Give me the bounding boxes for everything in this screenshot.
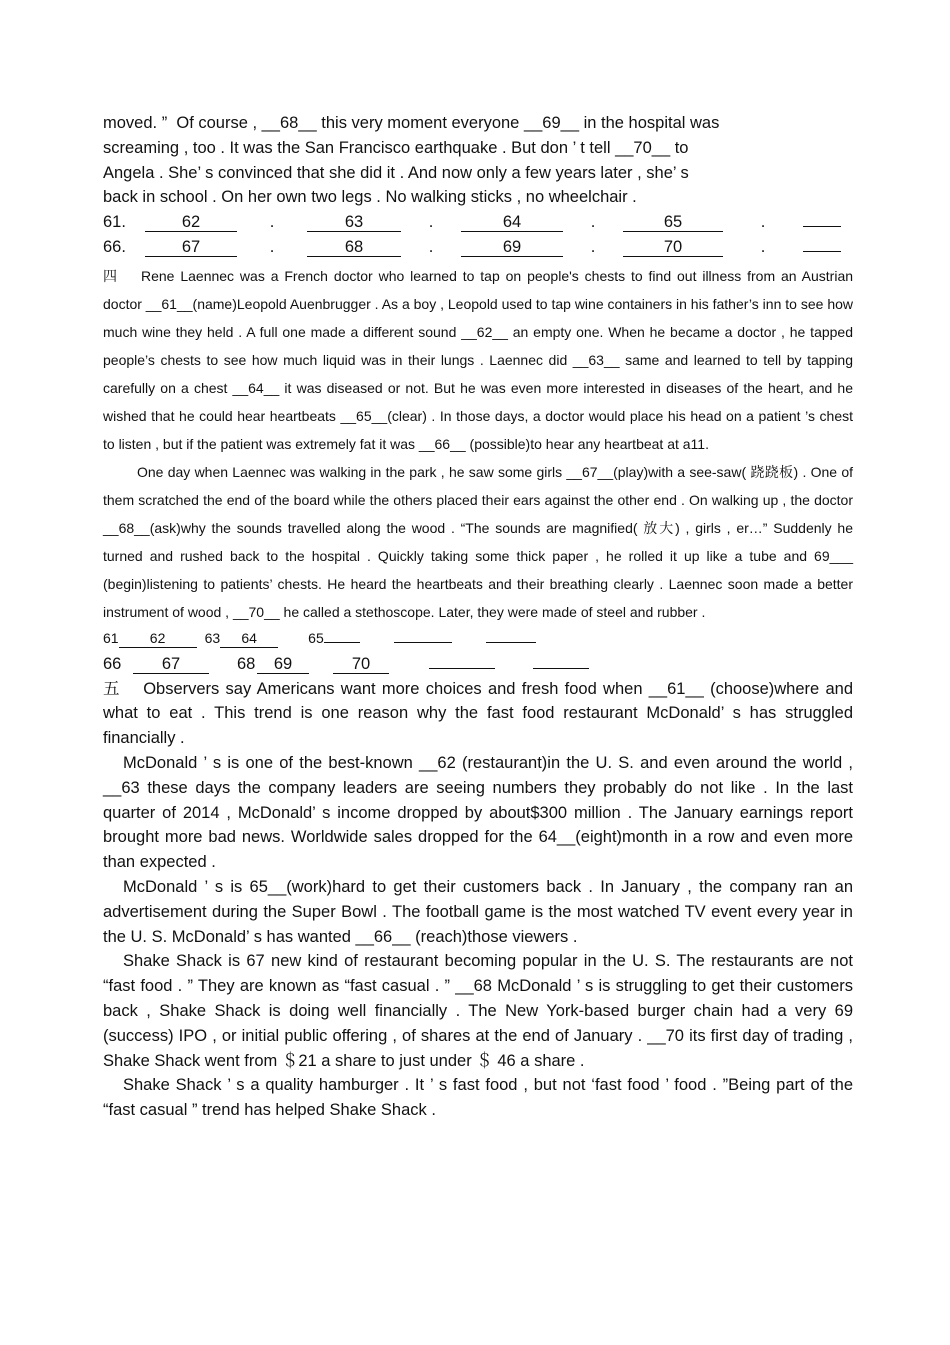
- answer-blank: 68: [307, 238, 401, 257]
- answer-blank: 67: [145, 238, 237, 257]
- section3-text: [103, 111, 853, 260]
- text-line: Angela . She’ s convinced that she did it . And now only a few years later , she’ s: [103, 163, 689, 182]
- section5-paragraph-2: McDonald ’ s is one of the best-known __62 (restaurant)in the U. S. and even around the world , __63 these days the company leaders are seeing numbers they probably do not like . In the last quarter of 2014 , McDonald’ s income dropped by about$300 million . The January earnings report brought more bad news. Worldwide sales dropped for the 64__(eight)month in a row and even more than expected .: [103, 753, 853, 872]
- answer-blank: 67: [133, 655, 209, 674]
- answer-blank: 69: [257, 655, 309, 674]
- answer-blank: [394, 642, 452, 643]
- answer-blank: [803, 251, 841, 252]
- section-number: 四: [103, 267, 119, 284]
- answer-blank: 70: [623, 238, 723, 257]
- section-number: 五: [103, 679, 122, 698]
- section4-answer-row-1: 61 62 63 64 65: [103, 624, 853, 652]
- section5-paragraph-4: Shake Shack is 67 new kind of restaurant becoming popular in the U. S. The restaurants are not “fast food . ” They are known as “fast casual . ” __68 McDonald ’ s is struggling to get their customers back , Shake Shack is doing well financially . The New York-based burger chain had a very 69 (success) IPO , or initial public offering , of shares at the end of January . __70 its first day of trading , Shake Shack went from ＄21 a share to just under ＄ 46 a share .: [103, 952, 853, 1070]
- answer-blank: 64: [220, 629, 278, 648]
- section4-paragraph-2: One day when Laennec was walking in the park , he saw some girls __67__(play)with a see-saw( 跷跷板) . One of them scratched the end of the board while the others placed their ears against the other end . On walking up , the doctor __68__(ask)why the sounds travelled along the wood . “The sounds are magnified( 放大) , girls , er…” Suddenly he turned and rushed back to the hospital . Quickly taking some thick paper , he rolled it up like a tube and 69___ (begin)listening to patients’ chests. He heard the heartbeats and their breathing clearly . Laennec soon made a better instrument of wood , __70__ he called a stethoscope. Later, they were made of steel and rubber .: [103, 463, 853, 620]
- section4-answer-row-2: 66 67 68 69 70: [103, 652, 853, 677]
- section5-paragraph-3: McDonald ’ s is 65__(work)hard to get their customers back . In January , the company ran an advertisement during the Super Bowl . The football game is the most watched TV event every year in the U. S. McDonald’ s has wanted __66__ (reach)those viewers .: [103, 877, 853, 946]
- answer-blank: [429, 668, 495, 669]
- section4: [103, 262, 853, 652]
- text-line: moved. ” Of course , __68__ this very moment everyone __69__ in the hospital was: [103, 114, 720, 132]
- text-line: back in school . On her own two legs . No walking sticks , no wheelchair .: [103, 188, 637, 207]
- answer-blank: [533, 668, 589, 669]
- section5-paragraph-5: Shake Shack ’ s a quality hamburger . It ’ s fast food , but not ‘fast food ’ food . ”Being part of the “fast casual ” trend has helped Shake Shack .: [103, 1076, 853, 1120]
- section5-paragraph-1: 五 Observers say Americans want more choices and fresh food when __61__ (choose)where and what to eat . This trend is one reason why the fast food restaurant McDonald’ s has struggled financially .: [103, 679, 853, 748]
- answer-blank: 65: [623, 213, 723, 232]
- answer-blank: 69: [461, 238, 563, 257]
- answer-blank: 62: [145, 213, 237, 232]
- answer-row-2: 66. 67 . 68 . 69 . 70 .: [103, 235, 853, 260]
- answer-blank: 62: [119, 629, 197, 648]
- answer-blank: 70: [333, 655, 389, 674]
- answer-blank: [324, 642, 360, 643]
- answer-blank: 63: [307, 213, 401, 232]
- answer-row-1: 61. 62 . 63 . 64 . 65 .: [103, 210, 853, 235]
- answer-blank: 64: [461, 213, 563, 232]
- answer-blank: [803, 226, 841, 227]
- text-line: screaming , too . It was the San Francisco earthquake . But don ’ t tell __70__ to: [103, 138, 689, 157]
- section4-paragraph-1: 四 Rene Laennec was a French doctor who learned to tap on people's chests to find out illness from an Austrian doctor __61__(name)Leopold Auenbrugger . As a boy , Leopold used to tap wine containers in his father’s inn to see how much wine they held . A full one made a different sound __62__ an empty one. When he became a doctor , he tapped people’s chests to see how much liquid was in their lungs . Laennec did __63__ same and learned to tell by tapping carefully on a chest __64__ it was diseased or not. But he was even more interested in diseases of the heart, and he wished that he could hear heartbeats __65__(clear) . In those days, a doctor would place his head on a patient ’s chest to listen , but if the patient was extremely fat it was __66__ (possible)to hear any heartbeat at a11.: [103, 267, 854, 452]
- answer-blank: [486, 642, 536, 643]
- section5: [103, 652, 853, 1123]
- document-page: [103, 111, 853, 1123]
